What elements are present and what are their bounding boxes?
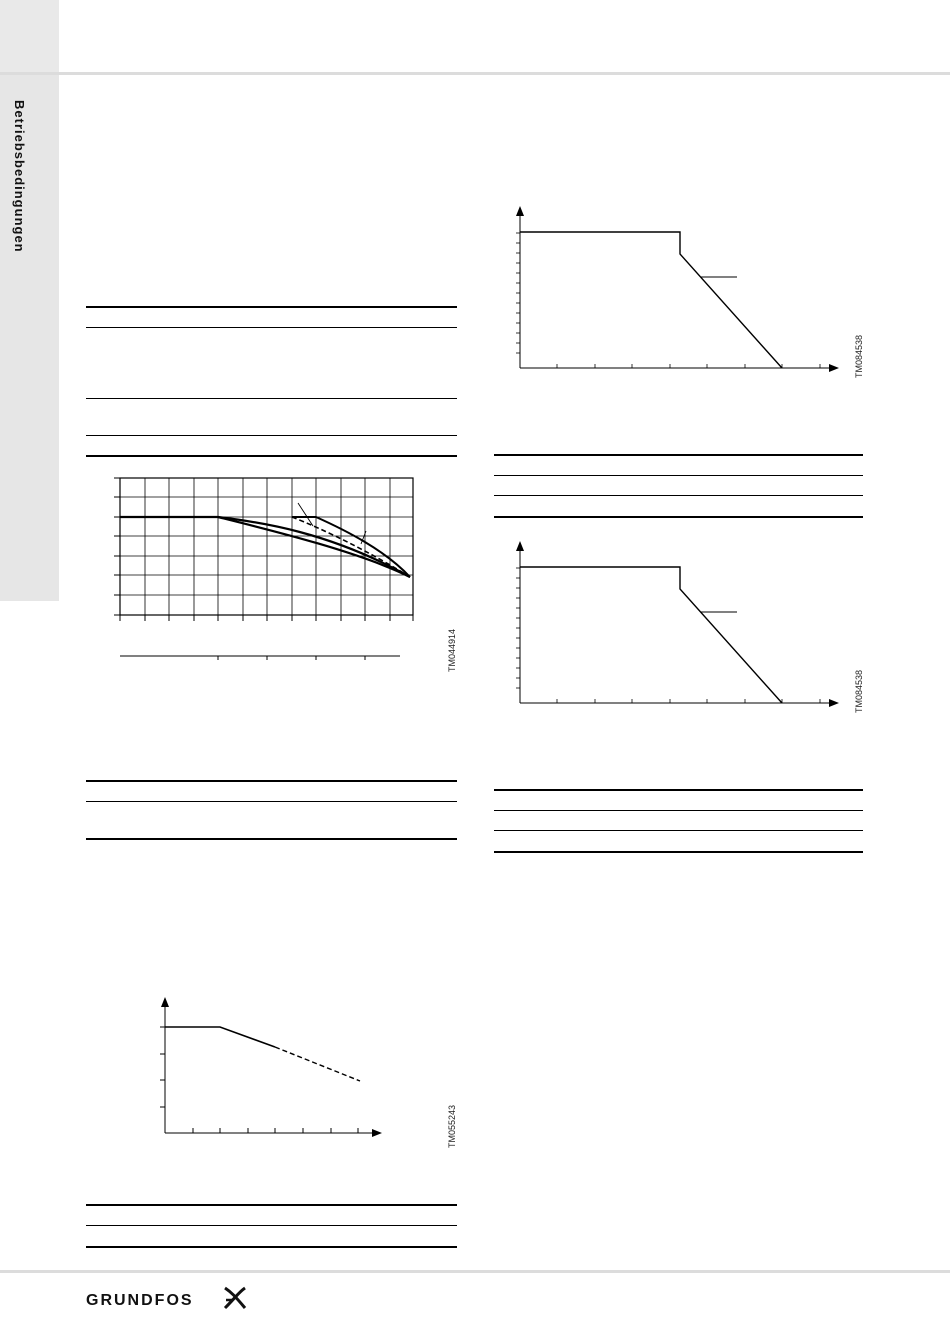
figure1-grid (120, 478, 413, 615)
sidebar-tab (0, 0, 59, 601)
table1-row-rule (86, 398, 457, 399)
table5-bottom-rule (494, 851, 863, 853)
table4-header-rule (494, 475, 863, 476)
figure1-secondary-axis (120, 656, 400, 660)
figure3-code: TM084538 (854, 334, 864, 378)
table4-top-rule (494, 454, 863, 456)
figure4-code: TM084538 (854, 669, 864, 713)
table1-top-rule (86, 306, 457, 308)
figure4-curve (520, 567, 782, 703)
figure4-axes (520, 547, 833, 703)
figure4-y-arrow (516, 541, 524, 551)
table2-top-rule (86, 780, 457, 782)
figure1-ticks (114, 478, 413, 621)
figure1-curve-chart (100, 470, 430, 670)
figure2-ticks (160, 1027, 358, 1133)
sidebar-tab-top (0, 0, 59, 72)
table4-row-rule (494, 495, 863, 496)
footer-rule (0, 1270, 950, 1273)
figure3-x-arrow (829, 364, 839, 372)
brand-name: GRUNDFOS (86, 1292, 194, 1309)
figure1-code: TM044914 (447, 628, 457, 672)
figure4-ticks (516, 568, 820, 703)
table5-top-rule (494, 789, 863, 791)
table5-header-rule (494, 810, 863, 811)
figure2-curve (165, 1027, 360, 1081)
figure2-x-arrow (372, 1129, 382, 1137)
table3-header-rule (86, 1225, 457, 1226)
table1-bottom-rule (86, 455, 457, 457)
figure4-derating-chart (505, 535, 845, 711)
table3-bottom-rule (86, 1246, 457, 1248)
figure2-y-arrow (161, 997, 169, 1007)
figure3-axes (520, 212, 833, 368)
figure3-ticks (516, 233, 820, 368)
figure4-x-arrow (829, 699, 839, 707)
table5-row-rule (494, 830, 863, 831)
figure2-code: TM055243 (447, 1104, 457, 1148)
figure2-line-chart (150, 995, 390, 1145)
table2-header-rule (86, 801, 457, 802)
figure2-axes (165, 1003, 378, 1133)
grundfos-x-mark-icon (223, 1286, 247, 1310)
figure3-curve (520, 232, 782, 368)
figure1-curves (120, 503, 410, 577)
table1-row-rule (86, 435, 457, 436)
table4-bottom-rule (494, 516, 863, 518)
figure3-derating-chart (505, 200, 845, 376)
table3-top-rule (86, 1204, 457, 1206)
table2-bottom-rule (86, 838, 457, 840)
table1-header-rule (86, 327, 457, 328)
section-label (12, 100, 34, 300)
header-rule (0, 72, 950, 75)
section-label-text: Betriebsbedingungen (12, 100, 27, 253)
figure3-y-arrow (516, 206, 524, 216)
